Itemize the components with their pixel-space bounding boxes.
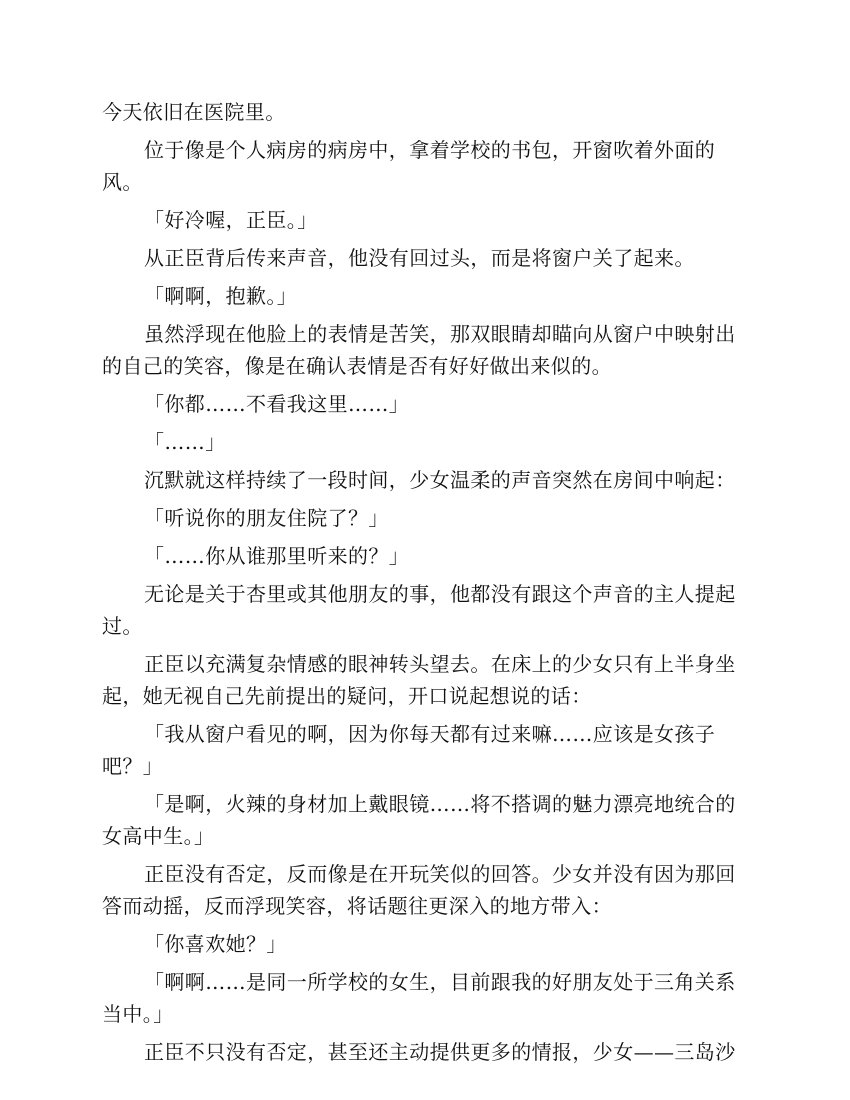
paragraph-2: 位于像是个人病房的病房中，拿着学校的书包，开窗吹着外面的风。 bbox=[102, 138, 716, 194]
paragraph-10: 「听说你的朋友住院了？」 bbox=[144, 506, 389, 530]
document-page bbox=[102, 96, 750, 1074]
paragraph-11: 「……你从谁那里听来的？」 bbox=[144, 544, 410, 568]
paragraph-3: 「好冷喔，正臣。」 bbox=[144, 208, 318, 232]
paragraph-5: 「啊啊，抱歉。」 bbox=[144, 284, 298, 308]
paragraph-16: 正臣没有否定，反而像是在开玩笑似的回答。少女并没有因为那回答而动摇，反而浮现笑容，将话题往更深入的地方带入： bbox=[102, 862, 736, 918]
paragraph-4: 从正臣背后传来声音，他没有回过头，而是将窗户关了起来。 bbox=[144, 246, 695, 270]
paragraph-19: 正臣不只没有否定，甚至还主动提供更多的情报，少女——三岛沙 bbox=[144, 1040, 736, 1064]
paragraph-18: 「啊啊……是同一所学校的女生，目前跟我的好朋友处于三角关系当中。」 bbox=[102, 970, 736, 1026]
paragraph-9: 沉默就这样持续了一段时间，少女温柔的声音突然在房间中响起： bbox=[144, 468, 736, 492]
paragraph-6: 虽然浮现在他脸上的表情是苦笑，那双眼睛却瞄向从窗户中映射出的自己的笑容，像是在确认表情是否有好好做出来似的。 bbox=[102, 322, 736, 378]
paragraph-14: 「我从窗户看见的啊，因为你每天都有过来嘛……应该是女孩子吧？」 bbox=[102, 722, 716, 778]
paragraph-15: 「是啊，火辣的身材加上戴眼镜……将不搭调的魅力漂亮地统合的女高中生。」 bbox=[102, 792, 736, 848]
paragraph-13: 正臣以充满复杂情感的眼神转头望去。在床上的少女只有上半身坐起，她无视自己先前提出的疑问，开口说起想说的话： bbox=[102, 652, 736, 708]
paragraph-12: 无论是关于杏里或其他朋友的事，他都没有跟这个声音的主人提起过。 bbox=[102, 582, 736, 638]
paragraph-17: 「你喜欢她？」 bbox=[144, 932, 287, 956]
paragraph-1: 今天依旧在医院里。 bbox=[102, 100, 286, 124]
paragraph-8: 「……」 bbox=[144, 430, 226, 454]
paragraph-7: 「你都……不看我这里……」 bbox=[144, 392, 410, 416]
